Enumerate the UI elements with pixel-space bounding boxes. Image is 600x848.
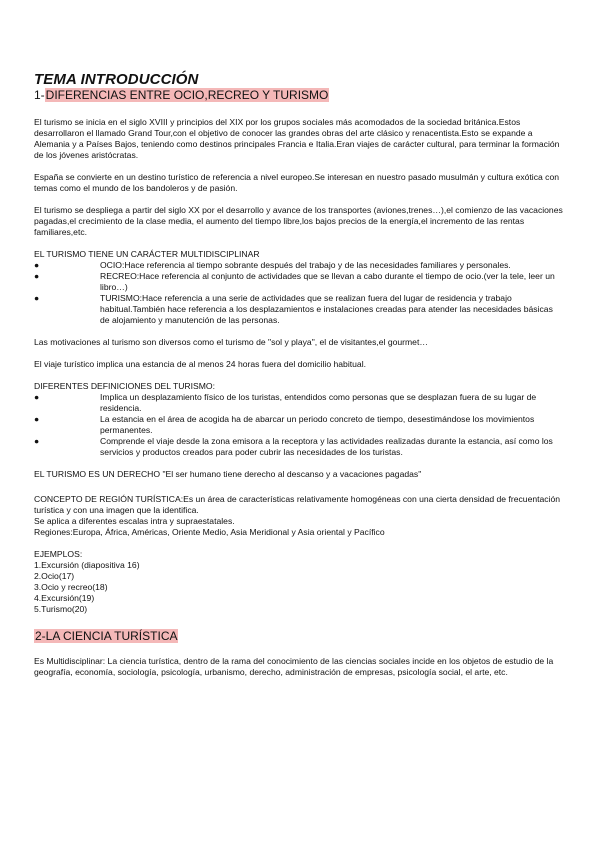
region-definition: CONCEPTO DE REGIÓN TURÍSTICA:Es un área de características relativamente homogéneas con una cierta densidad de frecuentación turística y con una imagen que la identifica. — [34, 494, 561, 515]
bullet-icon: ● — [34, 392, 40, 402]
document-title: TEMA INTRODUCCIÓN — [34, 71, 199, 88]
list-item: ● RECREO:Hace referencia al conjunto de actividades que se llevan a cabo durante el tiempo de ocio.(ver la tele, leer un libro…) — [34, 271, 555, 292]
bullet-icon: ● — [34, 293, 40, 303]
list-item: ● OCIO:Hace referencia al tiempo sobrante después del trabajo y de las necesidades familiares y personales. — [34, 260, 511, 270]
ejemplos-heading: EJEMPLOS: — [34, 549, 83, 559]
bullet-icon: ● — [34, 436, 40, 446]
section-2-heading — [34, 629, 564, 644]
paragraph-motivaciones: Las motivaciones al turismo son diversos como el turismo de "sol y playa", el de visitantes,el gourmet… — [34, 337, 428, 347]
document-content — [34, 71, 564, 689]
bullet-icon: ● — [34, 271, 40, 281]
paragraph-viaje: El viaje turístico implica una estancia de al menos 24 horas fuera del domicilio habitual. — [34, 359, 366, 369]
list-item: 4.Excursión(19) — [34, 593, 95, 603]
list-item: 1.Excursión (diapositiva 16) — [34, 560, 140, 570]
list-item: 2.Ocio(17) — [34, 571, 75, 581]
list-item: ● Comprende el viaje desde la zona emisora a la receptora y las actividades realizadas durante la estancia, así como los servicios y productos creados para poder cubrir las necesidades de los turistas. — [34, 436, 553, 457]
bullet-icon: ● — [34, 260, 40, 270]
definiciones-heading: DIFERENTES DEFINICIONES DEL TURISMO: — [34, 381, 215, 391]
region-section — [34, 494, 564, 538]
bullet-icon: ● — [34, 414, 40, 424]
region-scales: Se aplica a diferentes escalas intra y supraestatales. — [34, 516, 235, 526]
list-item: ● Implica un desplazamiento físico de los turistas, entendidos como personas que se desplazan fuera de su lugar de residencia. — [34, 392, 537, 413]
list-item: ● TURISMO:Hace referencia a una serie de actividades que se realizan fuera del lugar de residencia y trabajo habitual.También hace referencia a los desplazamientos e instalaciones creadas para atender las necesidades básicas de alojamiento y manutención de las personas. — [34, 293, 553, 325]
paragraph-derecho: EL TURISMO ES UN DERECHO "El ser humano tiene derecho al descanso y a vacaciones pagadas" — [34, 469, 422, 479]
paragraph-spain: España se convierte en un destino turístico de referencia a nivel europeo.Se interesan en nuestro pasado musulmán y cultura exótica con temas como el mundo de los bandoleros y de pasión. — [34, 172, 560, 193]
paragraph-xx-century: El turismo se despliega a partir del siglo XX por el desarrollo y avance de los transportes (aviones,trenes…),el comienzo de las vacaciones pagadas,el crecimiento de la clase media, el aumento del tiempo libre,los bajos precios de la energía,el incremento de las rentas familiares,etc. — [34, 205, 563, 237]
region-list: Regiones:Europa, África, Américas, Oriente Medio, Asia Meridional y Asia oriental y Pacífico — [34, 527, 385, 537]
definiciones-section — [34, 381, 564, 458]
section-1-heading — [34, 88, 564, 103]
multidisciplinar-heading: EL TURISMO TIENE UN CARÁCTER MULTIDISCIPLINAR — [34, 249, 260, 259]
multidisciplinar-section — [34, 249, 564, 326]
list-item: 5.Turismo(20) — [34, 604, 88, 614]
section-1-prefix: 1- — [34, 88, 45, 102]
section-1-heading-highlight: DIFERENCIAS ENTRE OCIO,RECREO Y TURISMO — [45, 88, 329, 102]
ejemplos-section — [34, 549, 564, 615]
paragraph-history: El turismo se inicia en el siglo XVIII y principios del XIX por los grupos sociales más acomodados de la sociedad británica.Estos desarrollaron el llamado Grand Tour,con el objetivo de conocer las grandes obras del arte clásico y renacentista.Esto se expande a Alemania y a Países Bajos, teniendo como destinos principales Francia e Italia.Eran viajes de carácter cultural, para terminar la formación de los jóvenes aristócratas. — [34, 117, 560, 160]
paragraph-ciencia: Es Multidisciplinar: La ciencia turística, dentro de la rama del conocimiento de las ciencias sociales incide en los objetos de estudio de la geografía, economía, sociología, psicología, urbanismo, derecho, administración de empresas, psicología social, el arte, etc. — [34, 656, 554, 677]
list-item: 3.Ocio y recreo(18) — [34, 582, 108, 592]
section-2-heading-highlight: 2-LA CIENCIA TURÍSTICA — [35, 629, 178, 643]
list-item: ● La estancia en el área de acogida ha de abarcar un periodo concreto de tiempo, desestimándose los movimientos permanentes. — [34, 414, 535, 435]
